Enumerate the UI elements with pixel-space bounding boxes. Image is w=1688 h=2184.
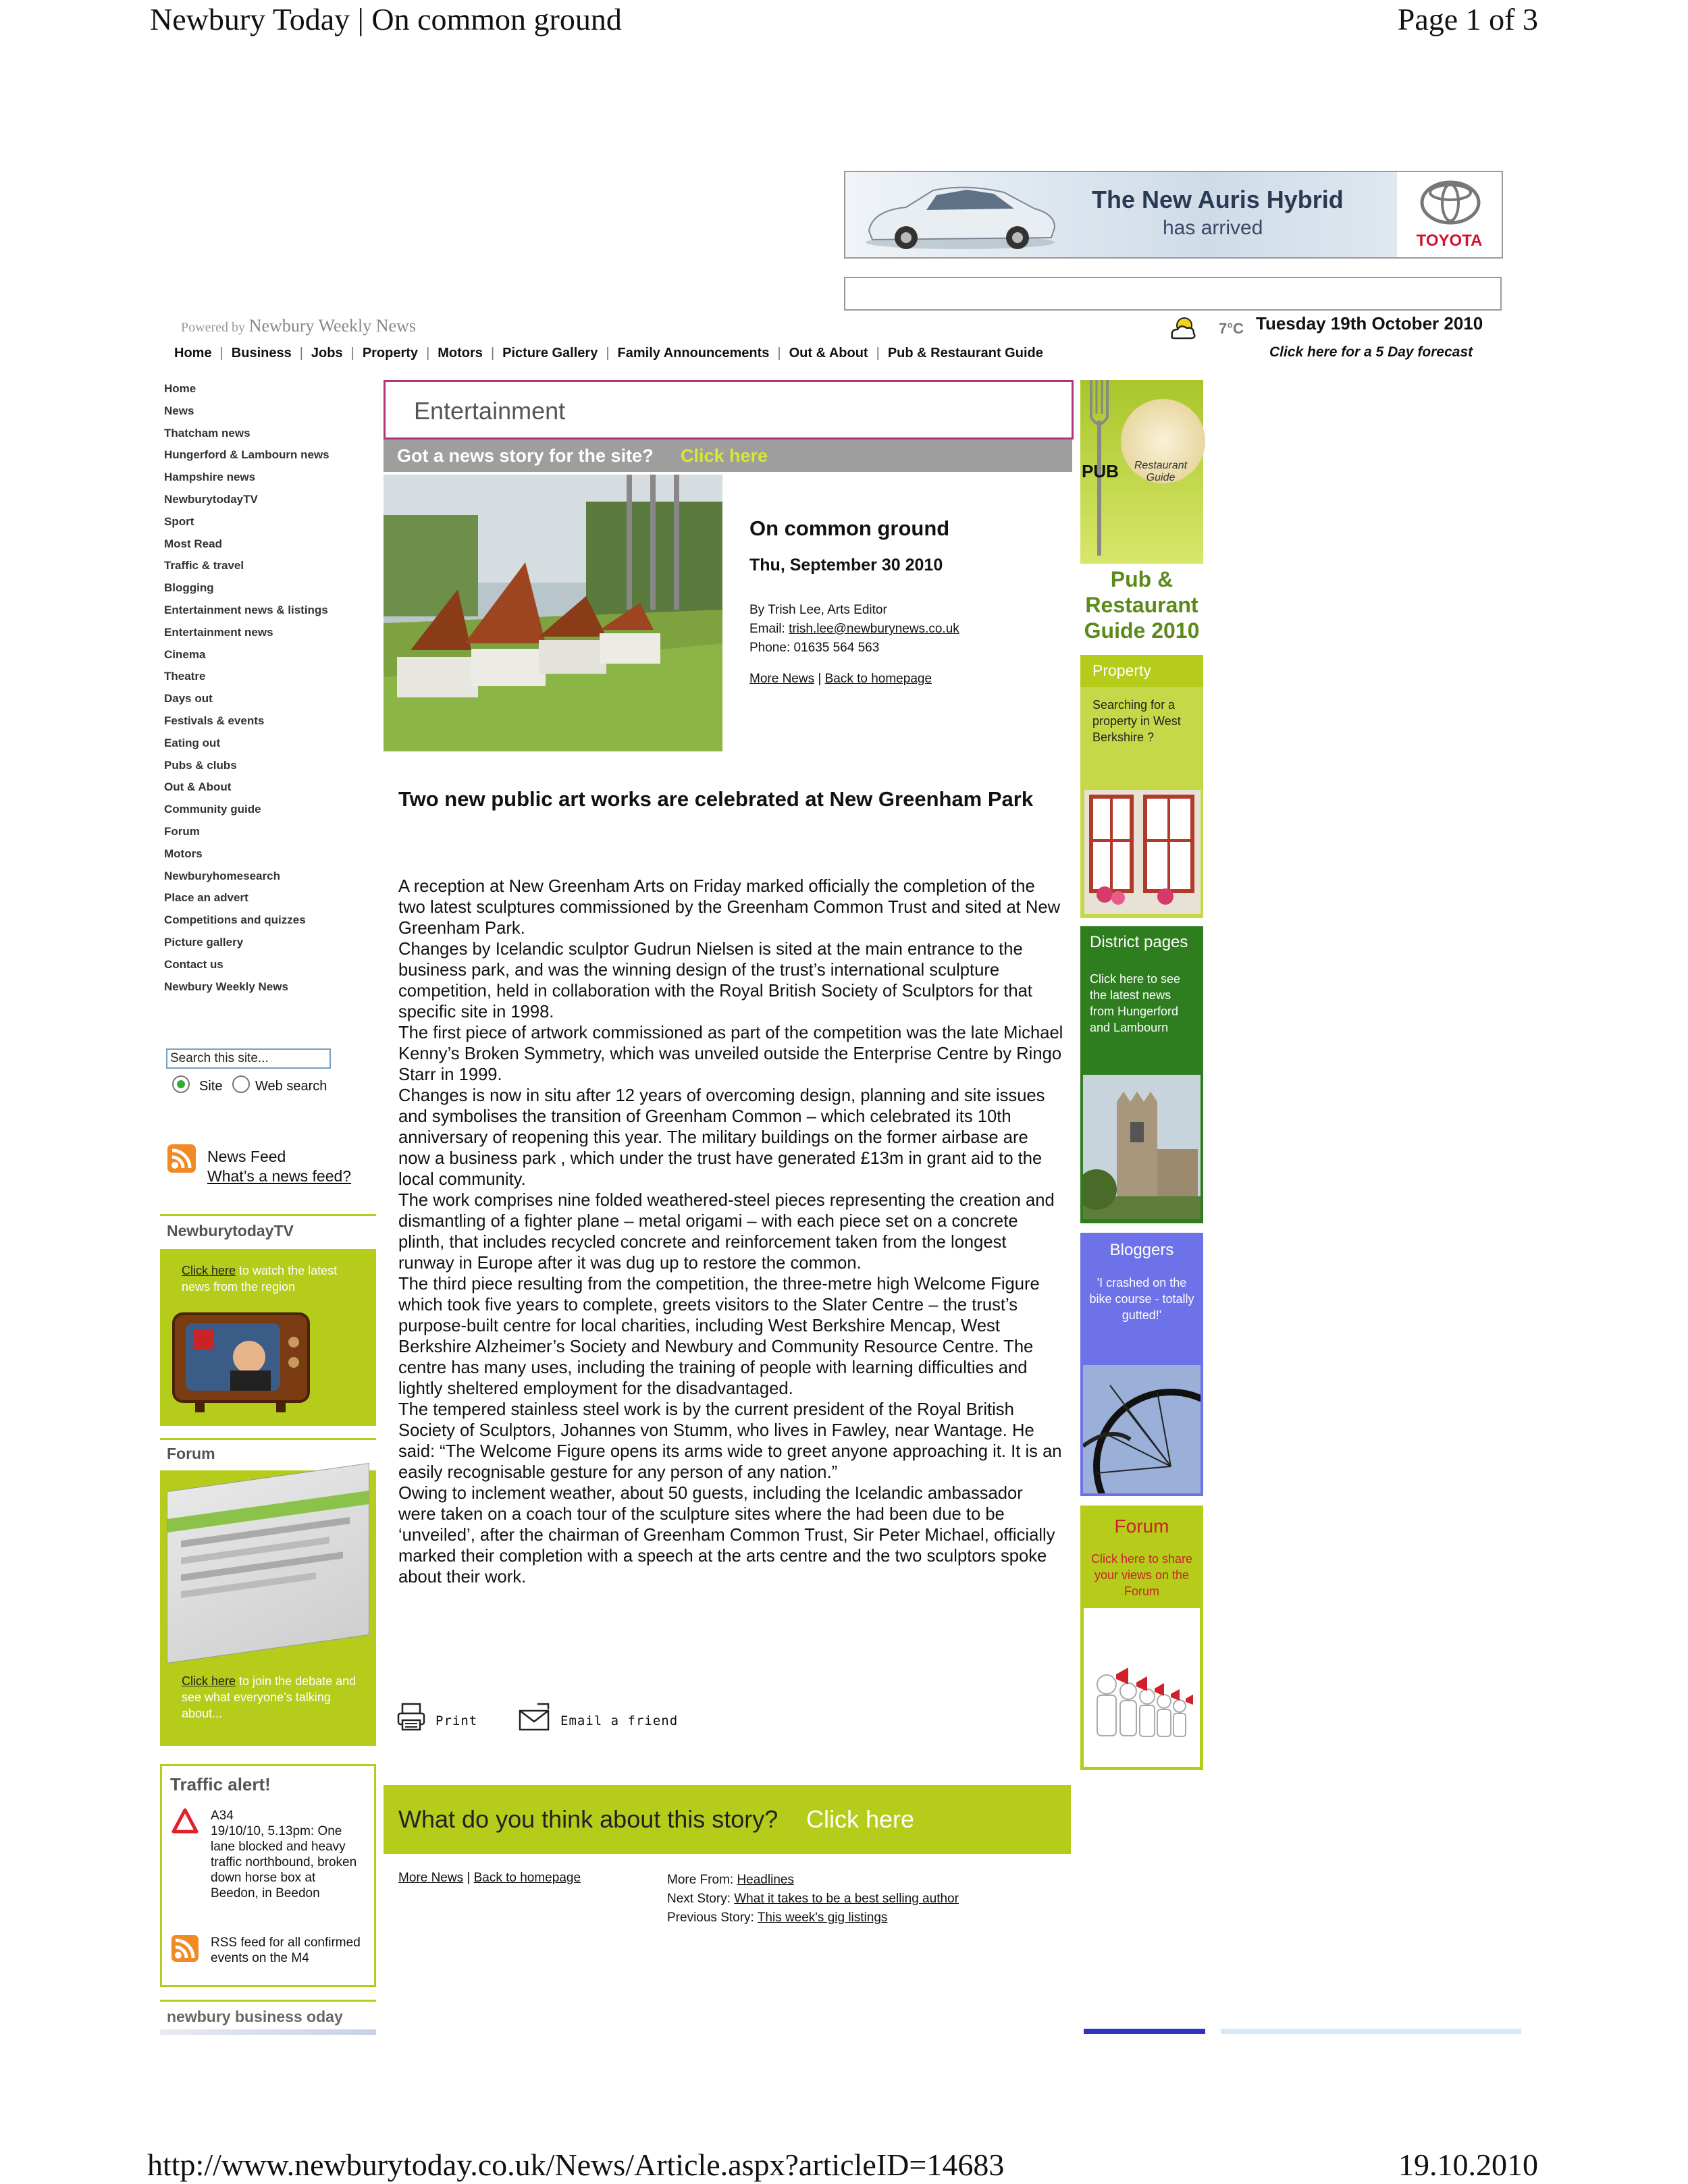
leftnav-item[interactable]: Days out [164,692,213,705]
sculpture-photo [384,475,722,751]
bicycle-wheel-image [1083,1365,1201,1493]
church-image [1083,1075,1201,1219]
leftnav-item[interactable]: Home [164,382,196,395]
leftnav-item[interactable]: Contact us [164,957,223,971]
left-navigation [164,378,367,998]
news-story-bar: Got a news story for the site? Click here [384,440,1072,472]
leftnav-item[interactable]: NewburytodayTV [164,492,258,506]
site-radio[interactable] [172,1075,190,1093]
leftnav-item[interactable]: Entertainment news [164,625,273,639]
bottom-more-news-link[interactable]: More News [398,1871,464,1885]
pub-guide-ad[interactable]: PUB Restaurant Guide Pub & Restaurant Guide 2010 [1080,380,1203,650]
leftnav-item[interactable]: Place an advert [164,891,248,905]
story-navigation: More From: Headlines Next Story: What it takes to be a best selling author Previous Story: This week's gig listings [667,1873,959,1925]
leftnav-item[interactable]: Hampshire news [164,471,256,484]
leftnav-item[interactable]: Festivals & events [164,714,265,727]
leftnav-item[interactable]: Blogging [164,581,214,595]
more-from-headlines-link[interactable]: Headlines [737,1873,794,1887]
article-paragraph: Owing to inclement weather, about 50 guests, including the Icelandic ambassador were taken on a coach tour of the sculpture sites where the had been due to be ‘unveiled’, after the chairman of Greenham Common Trust, Sir Peter Michael, officially marked their completion with a speech at the arts centre and the two sculptors spoke about their work. [398,1484,1055,1587]
article-paragraph: The first piece of artwork commissioned as part of the competition was the late Michael Kenny’s Broken Symmetry, which was unveiled outside the Enterprise Centre by Ringo Starr in 1999. [398,1023,1063,1084]
article-paragraph: The work comprises nine folded weathered-steel pieces representing the creation and dismantling of a fighter plane – metal origami – with each piece set on a concrete plinth, that includes recycled concrete and reinforcement taken from the longest runway in Europe after it was dug up to restore the common. [398,1191,1055,1273]
forum-screenshot-image [167,1463,369,1663]
leftnav-item[interactable]: Cinema [164,647,206,661]
print-icon[interactable] [397,1703,425,1731]
rss-feed-icon[interactable] [167,1144,196,1173]
topnav-item[interactable]: Business [231,346,292,361]
forum-box[interactable]: Click here to join the debate and see what everyone’s talking about... [160,1470,376,1746]
article-paragraph: The third piece resulting from the competition, the three-metre high Welcome Figure which took five years to complete, greets visitors to the Slater Centre – the trust’s purpose-built centre for local charities, including West Berkshire Mencap, West Berkshire Alzheimer’s Society and Newbury and Community Resource Centre. The centre has many uses, including the training of people with learning difficulties and lightly sheltered employment for the disadvantaged. [398,1275,1040,1398]
ad-headline: The New Auris Hybrid [1092,186,1344,213]
leftnav-item[interactable]: Eating out [164,736,221,749]
television-icon [168,1308,323,1416]
leftnav-item[interactable]: Pubs & clubs [164,758,237,772]
bloggers-ad[interactable]: Bloggers 'I crashed on the bike course - totally gutted!' [1080,1233,1203,1496]
bottom-back-homepage-link[interactable]: Back to homepage [473,1871,581,1885]
article-headline: On common ground [749,516,950,540]
leftnav-item[interactable]: Hungerford & Lambourn news [164,448,329,462]
next-story-link[interactable]: What it takes to be a best selling author [734,1892,959,1906]
toyota-ad-banner[interactable] [844,171,1503,259]
toyota-emblem-icon [1420,179,1481,226]
back-to-homepage-link[interactable]: Back to homepage [824,672,932,686]
comment-bar[interactable]: What do you think about this story? Click here [384,1785,1071,1854]
web-search-radio[interactable] [232,1075,250,1093]
leftnav-item[interactable]: Community guide [164,803,261,816]
forum-box-title: Forum [167,1445,215,1462]
pub-guide-title: Pub & Restaurant Guide 2010 [1084,567,1200,643]
weather-sun-cloud-icon [1168,316,1198,340]
leftnav-item[interactable]: Newbury Weekly News [164,980,288,993]
house-window-image [1084,790,1201,914]
comment-link[interactable]: Click here [806,1805,915,1833]
leftnav-item[interactable]: Competitions and quizzes [164,913,306,927]
news-feed-label: News Feed [207,1148,286,1165]
forum-right-ad[interactable]: Forum Click here to share your views on the Forum [1080,1506,1203,1770]
leftnav-item[interactable]: Theatre [164,670,206,683]
topnav-item[interactable]: Property [362,346,419,361]
leftnav-item[interactable]: Sport [164,514,194,528]
submit-story-link[interactable]: Click here [681,446,768,466]
warning-triangle-icon [172,1808,199,1834]
topnav-item[interactable]: Out & About [789,346,868,361]
leftnav-item[interactable]: Thatcham news [164,426,250,440]
topnav-item[interactable]: Picture Gallery [502,346,598,361]
leftnav-item[interactable]: Entertainment news & listings [164,603,328,616]
print-page-number: Page 1 of 3 [1397,2,1538,36]
rss-m4-feed[interactable]: RSS feed for all confirmed events on the M4 [211,1936,361,1965]
search-input[interactable]: Search this site... [166,1048,331,1069]
topnav-item[interactable]: Jobs [311,346,343,361]
leftnav-item[interactable]: Picture gallery [164,935,244,949]
business-title: newbury business oday [167,2008,343,2025]
email-friend-icon[interactable] [519,1703,552,1731]
previous-story-link[interactable]: This week's gig listings [757,1911,888,1925]
article-paragraph: The tempered stainless steel work is by the current president of the Royal British Society of Sculptors, Johannes von Stumm, who lives in Fawley, near Wantage. He said: “The Welcome Figure opens its arms wide to greet anyone approaching it. It is an easily recognisable gesture for any person of any nation.” [398,1400,1062,1482]
web-search-radio-label: Web search [255,1079,327,1094]
leftnav-item[interactable]: Forum [164,824,200,838]
topnav-item[interactable]: Home [174,346,212,361]
email-friend-link[interactable]: Email a friend [560,1713,679,1728]
leftnav-item[interactable]: Motors [164,847,203,860]
property-ad[interactable]: Property Searching for a property in West Berkshire ? [1080,655,1203,918]
topnav-item[interactable]: Pub & Restaurant Guide [887,346,1043,361]
toyota-logo: TOYOTA [1397,172,1502,257]
current-date: Tuesday 19th October 2010 [1256,313,1483,334]
megaphone-people-icon [1086,1644,1197,1765]
article-date: Thu, September 30 2010 [749,556,943,575]
ad-placeholder [844,277,1502,311]
traffic-rss-icon[interactable] [172,1935,199,1962]
print-link[interactable]: Print [436,1713,478,1728]
district-pages-ad[interactable]: District pages Click here to see the latest news from Hungerford and Lambourn [1080,926,1203,1223]
powered-by: Powered by Newbury Weekly News [181,316,416,336]
leftnav-item[interactable]: Most Read [164,537,222,550]
tv-box-title: NewburytodayTV [167,1222,294,1240]
leftnav-item[interactable]: Newburyhomesearch [164,869,280,882]
print-page-url: http://www.newburytoday.co.uk/News/Article.aspx?articleID=14683 [147,2148,1005,2182]
forecast-link[interactable]: Click here for a 5 Day forecast [1269,344,1473,360]
section-title: Entertainment [414,397,566,425]
topnav-item[interactable]: Motors [438,346,483,361]
weather-temp: 7°C [1219,320,1244,337]
car-image-icon [859,180,1061,251]
article-subhead: Two new public art works are celebrated at New Greenham Park [398,787,1034,811]
article-body [398,876,1063,1588]
article-paragraph: A reception at New Greenham Arts on Friday marked officially the completion of the two latest sculptures commissioned by the Greenham Common Trust and sited at New Greenham Park. [398,877,1061,938]
article-phone: Phone: 01635 564 563 [749,641,880,655]
article-paragraph: Changes by Icelandic sculptor Gudrun Nielsen is sited at the main entrance to the business park, and was the winning design of the trust’s international sculpture competition, held in collaboration with the Royal British Society of Sculptors for that specific site in 1998. [398,940,1032,1021]
site-radio-label: Site [199,1079,223,1094]
topnav-item[interactable]: Family Announcements [617,346,770,361]
article-email: Email: trish.lee@newburynews.co.uk [749,622,959,636]
leftnav-item[interactable]: News [164,404,194,417]
whats-news-feed-link[interactable]: What’s a news feed? [207,1167,352,1185]
article-paragraph: Changes is now in situ after 12 years of overcoming design, planning and site issues and symbolises the transition of Greenham Common – which celebrated its 10th anniversary of reopening this year. The military buildings on the former airbase are now a business park , which under the trust have generated £13m in grant aid to the local community. [398,1086,1045,1189]
leftnav-item[interactable]: Traffic & travel [164,559,244,572]
more-news-link[interactable]: More News [749,672,815,686]
article-byline: By Trish Lee, Arts Editor [749,603,887,617]
section-title-box [384,380,1074,440]
top-navigation: Home | Business | Jobs | Property | Motors | Picture Gallery | Family Announcements | Out & About | Pub & Restaurant Guide [174,346,1043,361]
traffic-alert-box: Traffic alert! A34 19/10/10, 5.13pm: One lane blocked and heavy traffic northbound, broken down horse box at Beedon, in Beedon RSS feed for all confirmed events on the M4 [160,1764,376,1987]
author-email-link[interactable]: trish.lee@newburynews.co.uk [789,622,959,636]
print-page-title: Newbury Today | On common ground [150,2,622,36]
print-date: 19.10.2010 [1398,2148,1538,2182]
leftnav-item[interactable]: Out & About [164,780,232,794]
ad-subline: has arrived [1163,217,1263,239]
tv-box[interactable]: Click here to watch the latest news from the region [160,1249,376,1426]
